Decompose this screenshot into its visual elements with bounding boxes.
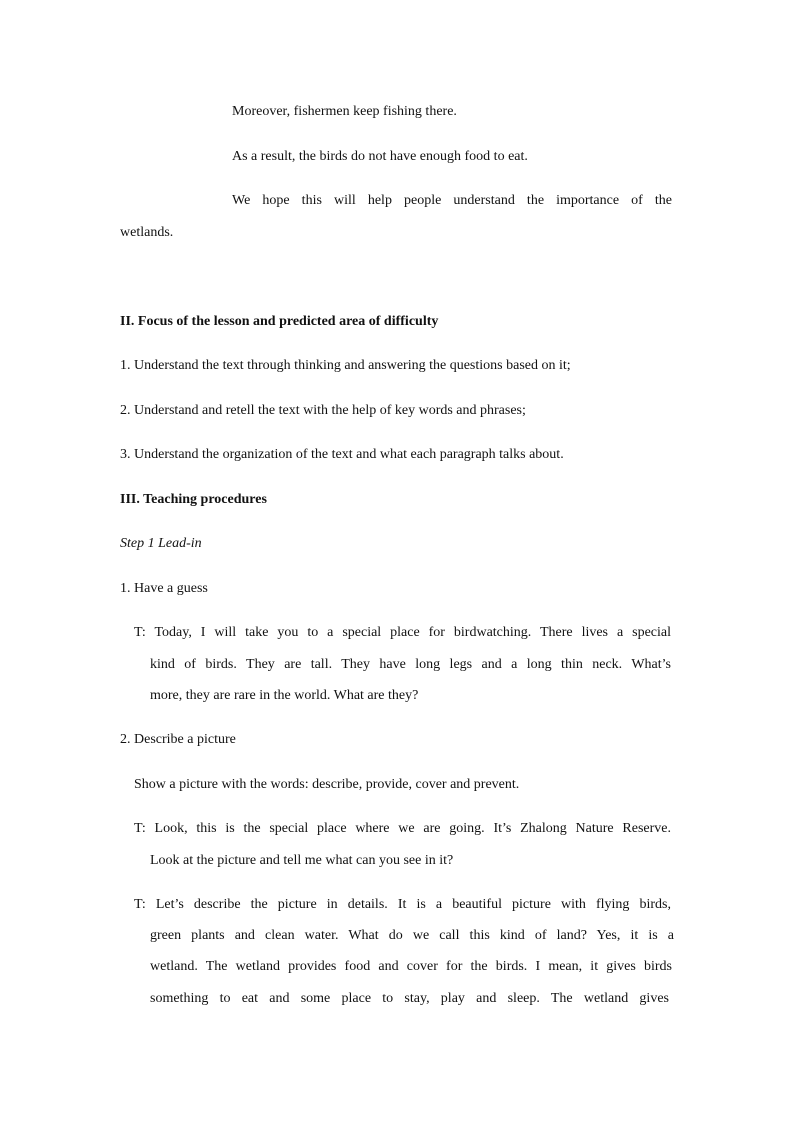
t2-line-1: T: Let’s describe the picture in details. It is a beautiful picture with flying birds, bbox=[134, 897, 671, 912]
t1-line-1: T: Look, this is the special place where we are going. It’s Zhalong Nature Reserve. bbox=[134, 821, 671, 836]
show-picture-line: Show a picture with the words: describe, provide, cover and prevent. bbox=[134, 777, 520, 792]
guess-line-1: T: Today, I will take you to a special place for birdwatching. There lives a special bbox=[134, 625, 671, 640]
t1-line-2: Look at the picture and tell me what can you see in it? bbox=[150, 853, 454, 868]
step-1-heading: Step 1 Lead-in bbox=[120, 536, 202, 551]
section-heading-procedures: III. Teaching procedures bbox=[120, 492, 267, 507]
guess-line-3: more, they are rare in the world. What are they? bbox=[150, 688, 419, 703]
section-heading-focus: II. Focus of the lesson and predicted area of difficulty bbox=[120, 314, 439, 329]
intro-line-1: Moreover, fishermen keep fishing there. bbox=[232, 104, 457, 119]
t2-line-2: green plants and clean water. What do we call this kind of land? Yes, it is a bbox=[150, 928, 674, 943]
focus-item-3: 3. Understand the organization of the text and what each paragraph talks about. bbox=[120, 447, 564, 462]
describe-title: 2. Describe a picture bbox=[120, 732, 236, 747]
intro-line-2: As a result, the birds do not have enough food to eat. bbox=[232, 149, 528, 164]
focus-item-2: 2. Understand and retell the text with the help of key words and phrases; bbox=[120, 403, 526, 418]
guess-line-2: kind of birds. They are tall. They have long legs and a long thin neck. What’s bbox=[150, 657, 671, 672]
guess-title: 1. Have a guess bbox=[120, 581, 208, 596]
focus-item-1: 1. Understand the text through thinking and answering the questions based on it; bbox=[120, 358, 571, 373]
intro-line-4: wetlands. bbox=[120, 225, 174, 240]
t2-line-3: wetland. The wetland provides food and cover for the birds. I mean, it gives birds bbox=[150, 959, 672, 974]
intro-line-3: We hope this will help people understand the importance of the bbox=[232, 193, 672, 208]
t2-line-4: something to eat and some place to stay, play and sleep. The wetland gives bbox=[150, 991, 669, 1006]
